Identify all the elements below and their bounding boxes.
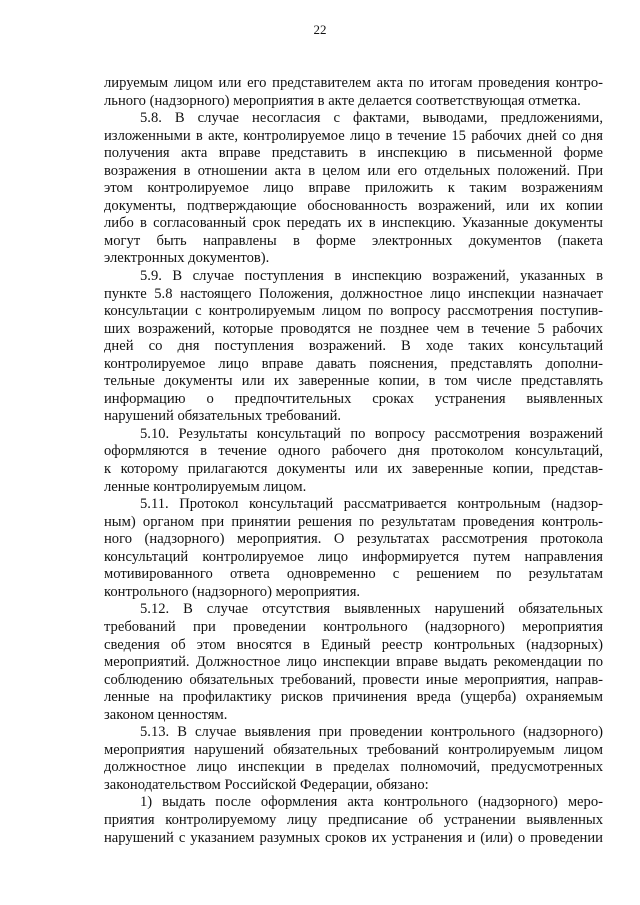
text-line: 1) выдать после оформления акта контрольного (надзорного) меро- <box>140 794 603 811</box>
text-line: должностное лицо инспекции в пределах полномочий, предусмотренных <box>104 759 603 776</box>
text-line: могут быть направлены в форме электронных документов (пакета <box>104 232 603 249</box>
text-line: 5.9. В случае поступления в инспекцию возражений, указанных в <box>140 268 603 285</box>
text-line: контрольного (надзорного) мероприятия. <box>104 583 361 600</box>
text-line: оформляются в течение одного рабочего дня протоколом консультаций, <box>104 443 603 460</box>
paragraph-p-5-10 <box>104 426 603 496</box>
text-line: 5.8. В случае несогласия с фактами, выводами, предложениями, <box>140 110 603 127</box>
text-line: 5.10. Результаты консультаций по вопросу рассмотрения возражений <box>140 425 603 442</box>
paragraph-p-5-13 <box>104 724 603 794</box>
text-line: изложенными в акте, контролируемое лицо в течение 15 рабочих дней со дня <box>104 127 603 144</box>
paragraph-p-5-11 <box>104 496 603 601</box>
text-line: электронных документов). <box>104 250 270 267</box>
text-line: ших возражений, которые проводятся не позднее чем в течение 5 рабочих <box>104 320 603 337</box>
text-line: дней со дня поступления возражений. В ходе таких консультаций <box>104 338 603 355</box>
text-line: к которому прилагаются документы или их заверенные копии, представ- <box>104 461 603 478</box>
text-line: этом контролируемое лицо вправе приложить к таким возражениям <box>104 180 603 197</box>
page-number: 22 <box>313 22 327 37</box>
text-line: информацию о предпочтительных сроках устранения выявленных <box>104 390 603 407</box>
text-line: приятия контролируемому лицу предписание об устранении выявленных <box>104 811 603 828</box>
text-line: тельные документы или их заверенные копии, в том числе представлять <box>104 373 603 390</box>
paragraph-p-5-8 <box>104 110 603 268</box>
text-line: ленные на профилактику рисков причинения вреда (ущерба) охраняемым <box>104 689 603 706</box>
paragraph-p-5-13-1 <box>104 794 603 847</box>
text-line: ного (надзорного) мероприятия. О результатах рассмотрения протокола <box>104 531 603 548</box>
paragraph-p-5-9 <box>104 268 603 426</box>
text-line: либо в согласованный срок передать их в инспекцию. Указанные документы <box>104 215 603 232</box>
text-line: законом ценностям. <box>104 706 228 723</box>
text-line: ленные контролируемым лицом. <box>104 478 307 495</box>
text-line: мероприятия нарушений обязательных требований контролируемым лицом <box>104 741 603 758</box>
text-line: сведения об этом вносятся в Единый реестр контрольных (надзорных) <box>104 636 603 653</box>
text-line: возражения в отношении акта в целом или его отдельных положений. При <box>104 162 603 179</box>
text-line: документы, подтверждающие обоснованность возражений, или их копии <box>104 197 603 214</box>
text-line: законодательством Российской Федерации, обязано: <box>104 776 429 793</box>
text-line: нарушений обязательных требований. <box>104 408 342 425</box>
text-line: мотивированного ответа одновременно с решением по результатам <box>104 566 603 583</box>
text-line: льного (надзорного) мероприятия в акте делается соответствующая отметка. <box>104 92 581 109</box>
text-line: пункте 5.8 настоящего Положения, должностное лицо инспекции назначает <box>104 285 603 302</box>
text-line: контролируемое лицо вправе давать пояснения, представлять дополни- <box>104 355 603 372</box>
text-line: консультации с контролируемым лицом по вопросу рассмотрения поступив- <box>104 303 603 320</box>
document-body <box>104 75 603 847</box>
text-line: 5.11. Протокол консультаций рассматривается контрольным (надзор- <box>140 496 603 513</box>
paragraph-p-5-12 <box>104 601 603 724</box>
text-line: 5.12. В случае отсутствия выявленных нарушений обязательных <box>140 601 603 618</box>
text-line: нарушений с указанием разумных сроков их устранения и (или) о проведении <box>104 829 603 846</box>
text-line: мероприятий. Должностное лицо инспекции вправе выдать рекомендации по <box>104 654 603 671</box>
text-line: соблюдению обязательных требований, провести иные мероприятия, направ- <box>104 671 603 688</box>
text-line: 5.13. В случае выявления при проведении контрольного (надзорного) <box>140 724 603 741</box>
text-line: требований при проведении контрольного (надзорного) мероприятия <box>104 618 603 635</box>
text-line: лируемым лицом или его представителем акта по итогам проведения контро- <box>104 75 603 91</box>
text-line: ным) органом при принятии решения по результатам проведения контроль- <box>104 513 603 530</box>
text-line: получения акта вправе представить в инспекцию в письменной форме <box>104 145 603 162</box>
paragraph-p-cont <box>104 75 603 110</box>
text-line: консультаций контролируемое лицо информируется путем направления <box>104 548 603 565</box>
